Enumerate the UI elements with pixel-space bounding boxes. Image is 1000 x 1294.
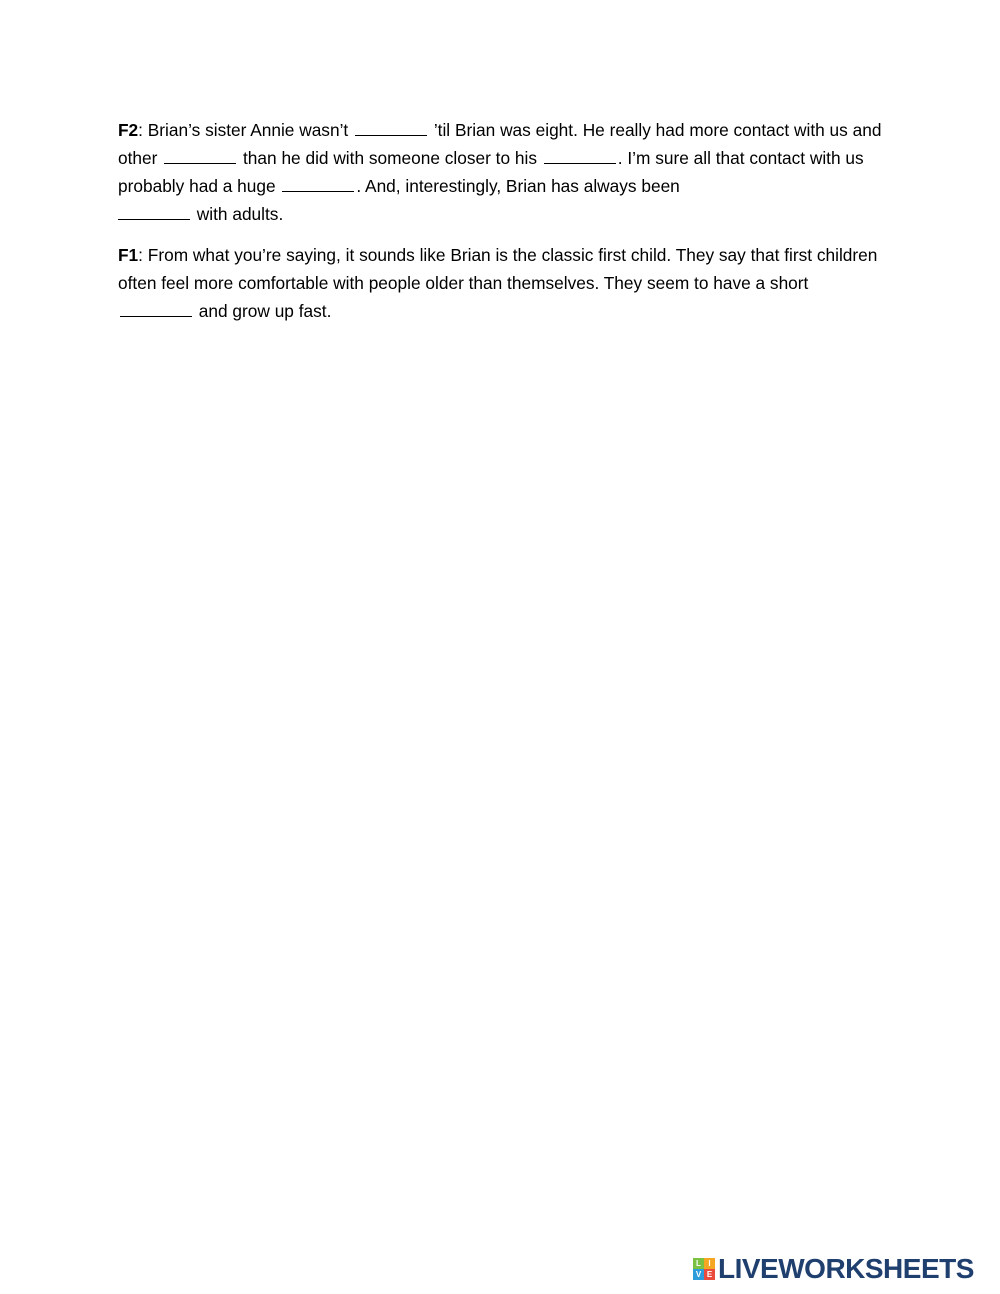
dialogue-text: . And, interestingly, Brian has always been (356, 176, 680, 196)
dialogue-text: with adults. (192, 204, 284, 224)
logo-mark-letter: L (693, 1258, 704, 1269)
blank-input-5[interactable] (118, 201, 190, 220)
dialogue-text: than he did with someone closer to his (238, 148, 542, 168)
dialogue-text: : From what you’re saying, it sounds like Brian is the classic first child. They say that first children often feel more comfortable with people older than themselves. They seem to have a short (118, 245, 878, 293)
speaker-label: F1 (118, 245, 139, 265)
blank-input-4[interactable] (282, 173, 354, 192)
dialogue-text: : Brian’s sister Annie wasn’t (138, 120, 354, 140)
logo-mark-letter: V (693, 1269, 704, 1280)
dialogue-text: and grow up fast. (194, 301, 332, 321)
dialogue-text: . I’m sure all that contact with us probably had a huge (118, 148, 864, 196)
logo-mark-letter: I (704, 1258, 715, 1269)
dialogue-text: ’til Brian was eight. He really had more contact with us and other (118, 120, 882, 168)
blank-input-3[interactable] (544, 145, 616, 164)
blank-input-6[interactable] (120, 298, 192, 317)
dialogue-paragraph-f2 (118, 116, 888, 228)
dialogue-paragraph-f1 (118, 241, 888, 325)
logo-mark-icon (693, 1258, 715, 1280)
liveworksheets-logo (693, 1253, 974, 1284)
logo-mark-letter: E (704, 1269, 715, 1280)
logo-text: LIVEWORKSHEETS (718, 1253, 974, 1284)
speaker-label: F2 (118, 120, 139, 140)
blank-input-2[interactable] (164, 145, 236, 164)
blank-input-1[interactable] (355, 117, 427, 136)
dialogue-content (118, 116, 888, 338)
